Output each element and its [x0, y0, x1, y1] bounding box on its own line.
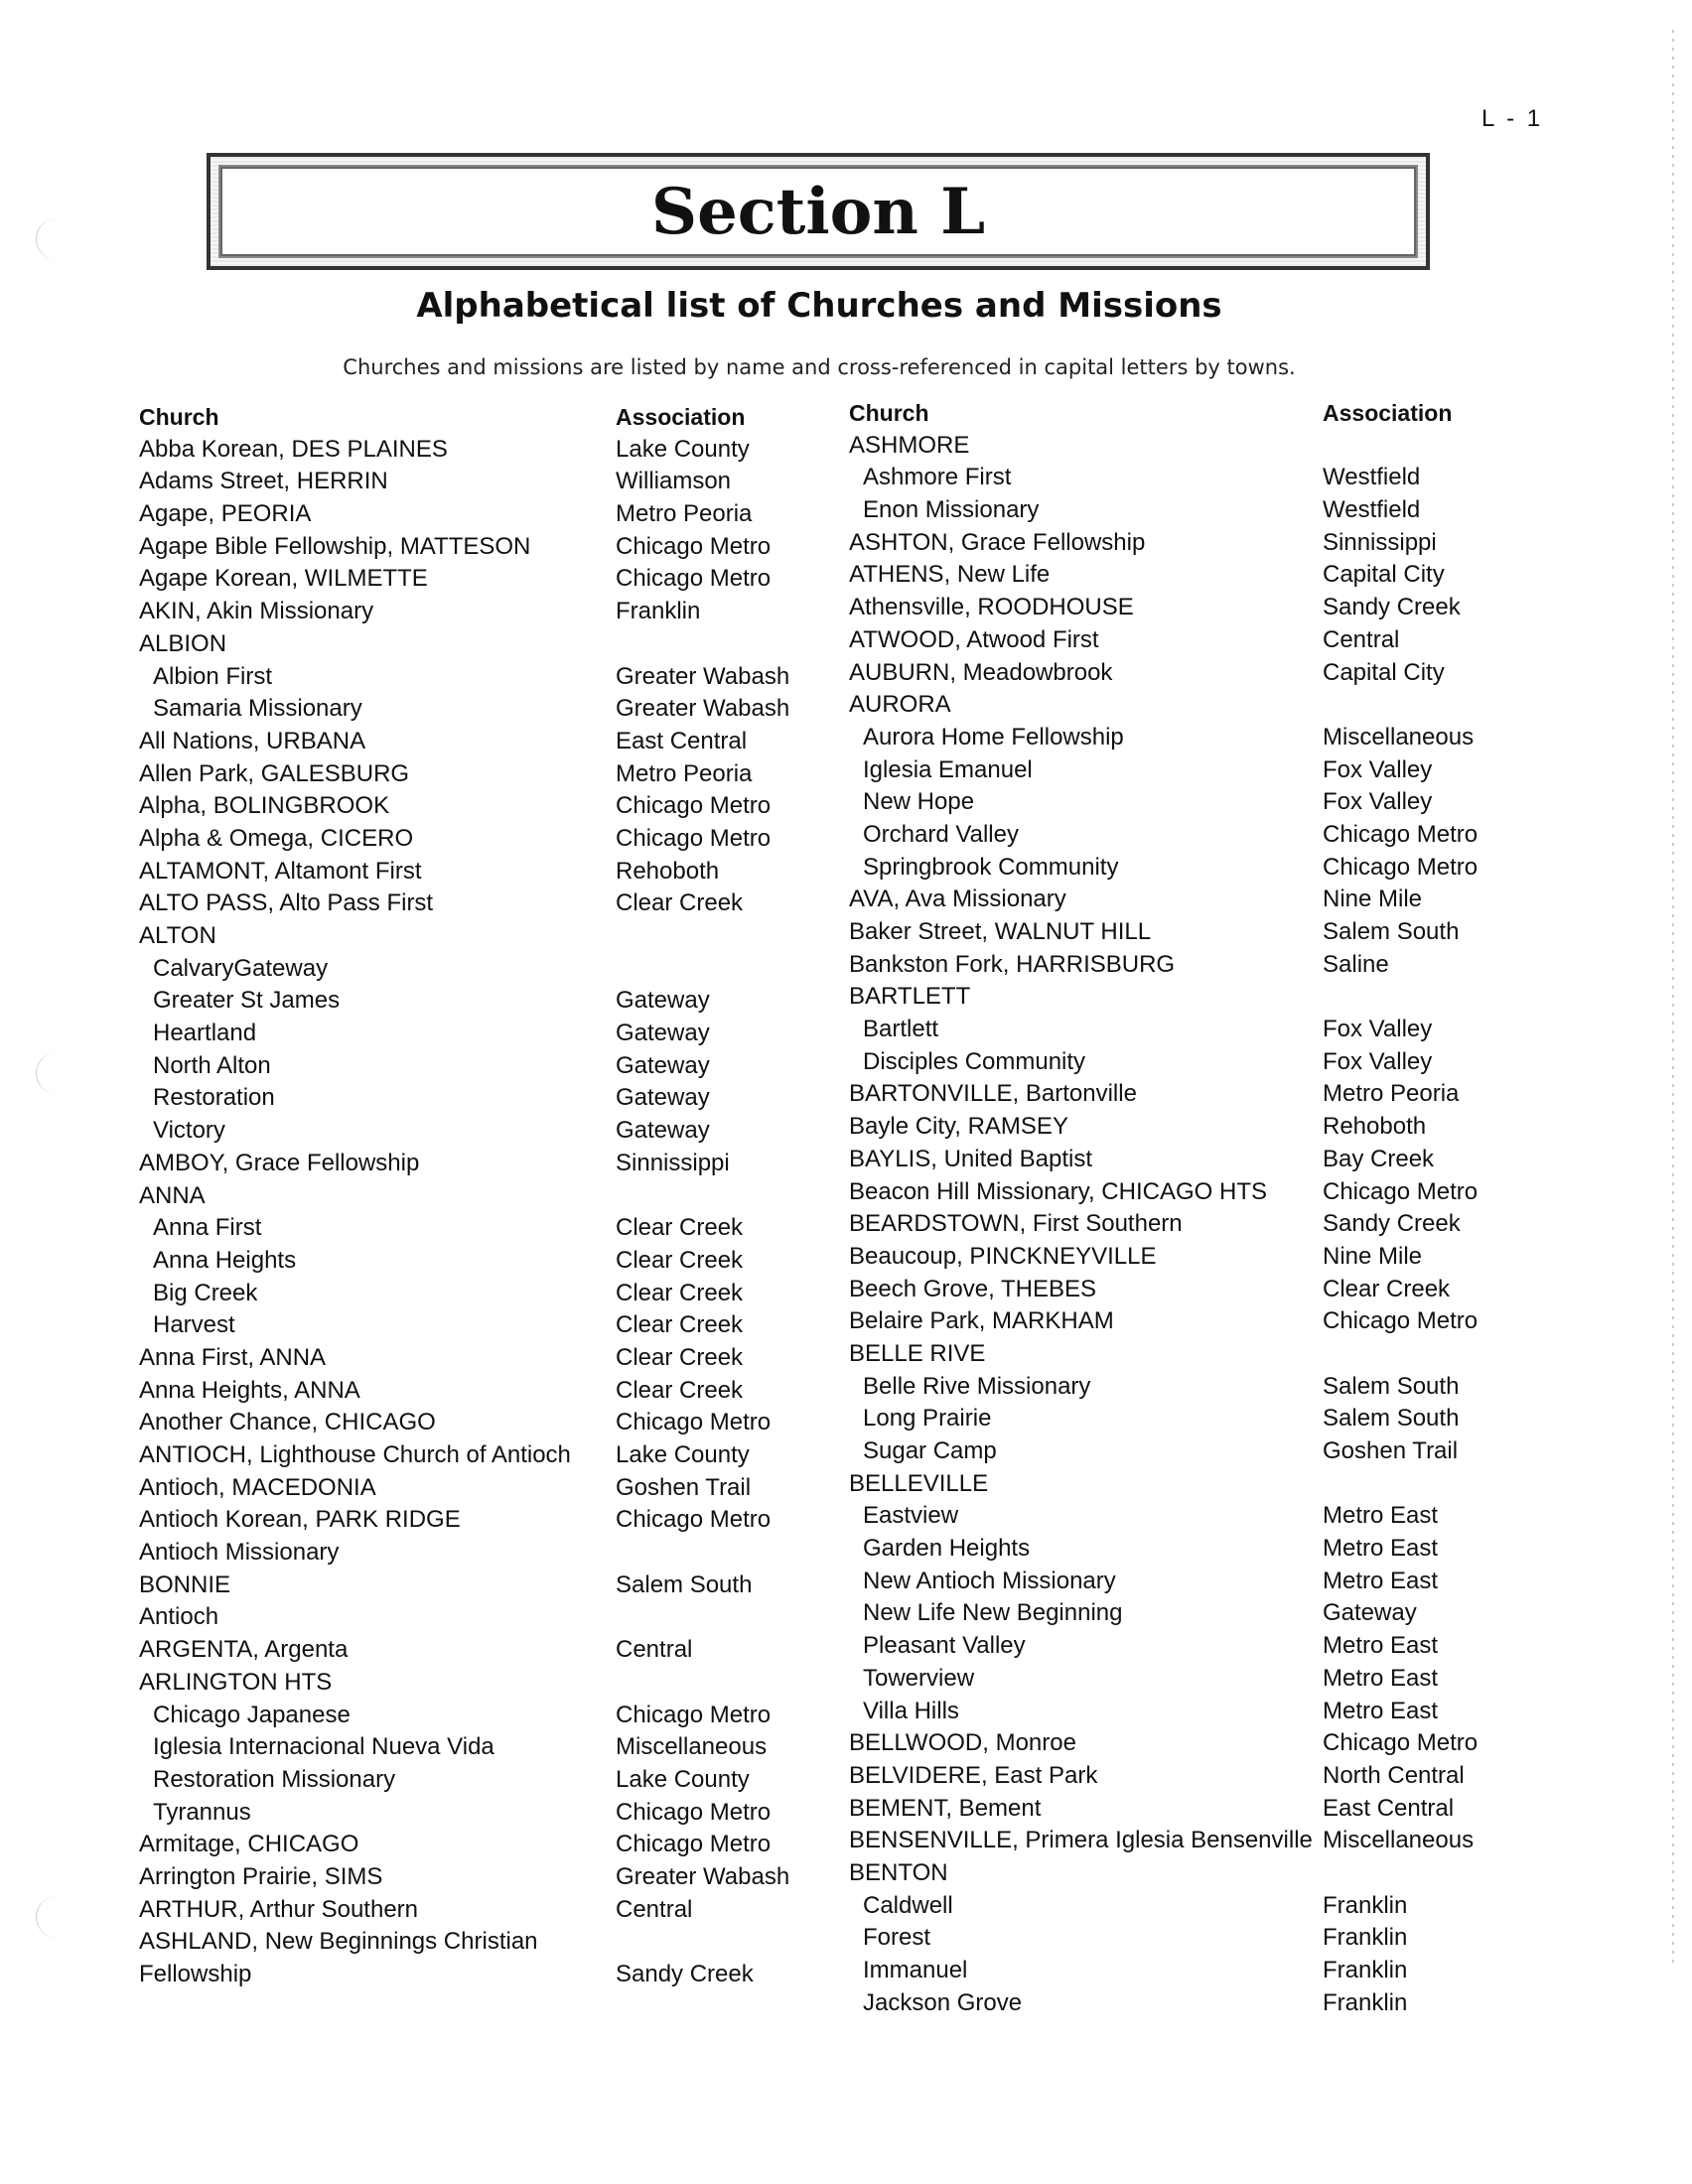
association-entry: Central — [616, 1895, 693, 1923]
church-entry: Beech Grove, THEBES — [849, 1275, 1096, 1302]
association-entry: Sinnissippi — [616, 1149, 730, 1176]
church-entry: Antioch Missionary — [139, 1539, 340, 1567]
section-title: Section L — [650, 174, 986, 249]
church-entry: BELLWOOD, Monroe — [849, 1729, 1076, 1757]
association-entry: Gateway — [616, 1117, 710, 1145]
section-title-box — [207, 153, 1430, 270]
page-subtitle: Alphabetical list of Churches and Missions — [416, 286, 1222, 326]
association-entry: Miscellaneous — [616, 1733, 768, 1761]
association-entry: Metro East — [1323, 1697, 1439, 1724]
church-entry: ALTO PASS, Alto Pass First — [139, 889, 434, 917]
church-entry: BARTONVILLE, Bartonville — [849, 1080, 1137, 1108]
church-entry: Disciples Community — [863, 1047, 1086, 1075]
association-entry — [616, 1180, 844, 1213]
association-entry: Franklin — [616, 598, 701, 625]
right-church-column — [849, 397, 1326, 2019]
church-entry: BONNIE — [139, 1570, 231, 1598]
church-entry: Beacon Hill Missionary, CHICAGO HTS — [849, 1177, 1267, 1205]
church-entry: AURORA — [849, 691, 951, 719]
association-entry — [616, 920, 844, 953]
church-entry: Anna First, ANNA — [139, 1343, 327, 1371]
association-entry — [1323, 430, 1581, 463]
page-number: L - 1 — [1481, 105, 1544, 132]
association-entry: Chicago Metro — [1323, 1177, 1479, 1205]
association-entry — [1323, 689, 1581, 722]
association-entry — [1323, 1468, 1581, 1501]
association-entry: Sinnissippi — [1323, 528, 1437, 556]
association-entry: Westfield — [1323, 496, 1421, 524]
church-entry: Athensville, ROODHOUSE — [849, 594, 1134, 621]
association-entry: Franklin — [1323, 1957, 1408, 1983]
church-entry: ANTIOCH, Lighthouse Church of Antioch — [139, 1441, 571, 1468]
association-entry: Chicago Metro — [616, 1409, 772, 1436]
association-entry: Gateway — [1323, 1599, 1417, 1627]
association-entry: Rehoboth — [616, 857, 720, 885]
church-entry: Armitage, CHICAGO — [139, 1831, 359, 1858]
association-entry: Franklin — [1323, 1988, 1408, 2016]
church-entry: Tyrannus — [153, 1798, 251, 1826]
church-entry: Agape Korean, WILMETTE — [139, 565, 428, 593]
association-entry: Chicago Metro — [616, 1798, 772, 1826]
association-entry: Sandy Creek — [1323, 594, 1461, 621]
association-entry: Fox Valley — [1323, 788, 1433, 816]
church-header: Church — [139, 404, 219, 430]
association-entry: Greater Wabash — [616, 662, 790, 690]
church-entry: Adams Street, HERRIN — [139, 468, 388, 495]
church-entry: AKIN, Akin Missionary — [139, 598, 374, 625]
association-entry: Metro East — [1323, 1535, 1439, 1563]
right-association-column — [1323, 397, 1581, 2019]
association-entry: Clear Creek — [616, 1376, 744, 1404]
association-entry — [1323, 1857, 1581, 1890]
church-entry: Orchard Valley — [863, 820, 1019, 848]
association-entry: Chicago Metro — [616, 1506, 772, 1534]
church-entry: AVA, Ava Missionary — [849, 886, 1066, 913]
association-entry: Capital City — [1323, 658, 1445, 686]
church-entry: Restoration — [153, 1084, 275, 1112]
association-entry: Fox Valley — [1323, 1016, 1433, 1043]
association-entry: Greater Wabash — [616, 1862, 790, 1890]
association-entry: Gateway — [616, 987, 710, 1015]
association-entry — [616, 1926, 844, 1959]
association-header: Association — [1323, 400, 1453, 426]
church-entry: Forest — [863, 1924, 931, 1952]
church-entry: Big Creek — [153, 1279, 258, 1306]
association-entry: Metro East — [1323, 1502, 1439, 1530]
church-entry: BAYLIS, United Baptist — [849, 1145, 1093, 1172]
association-entry: Bay Creek — [1323, 1145, 1435, 1172]
association-entry — [616, 953, 844, 986]
association-entry: Fox Valley — [1323, 755, 1433, 783]
church-entry: Aurora Home Fellowship — [863, 723, 1124, 751]
church-entry: Beaucoup, PINCKNEYVILLE — [849, 1242, 1157, 1270]
left-church-column — [139, 401, 616, 1991]
church-entry: Restoration Missionary — [153, 1765, 396, 1793]
church-entry: BELLE RIVE — [849, 1339, 986, 1367]
association-entry: Sandy Creek — [1323, 1210, 1461, 1238]
church-entry: Baker Street, WALNUT HILL — [849, 918, 1152, 945]
church-entry: Springbrook Community — [863, 853, 1119, 881]
association-entry: Miscellaneous — [1323, 723, 1475, 751]
church-entry: Enon Missionary — [863, 496, 1040, 524]
association-entry: Miscellaneous — [1323, 1827, 1475, 1854]
association-entry: Williamson — [616, 468, 732, 495]
association-entry: Gateway — [616, 1051, 710, 1079]
church-entry: New Hope — [863, 788, 975, 816]
church-entry: ALTON — [139, 922, 216, 949]
church-entry: Chicago Japanese — [153, 1701, 351, 1728]
association-entry: Chicago Metro — [616, 1701, 772, 1728]
association-entry: Metro East — [1323, 1632, 1439, 1660]
church-entry: ARGENTA, Argenta — [139, 1636, 349, 1664]
association-entry: Chicago Metro — [1323, 1307, 1479, 1335]
association-entry: Chicago Metro — [616, 824, 772, 852]
association-entry — [616, 1601, 844, 1634]
church-entry: Pleasant Valley — [863, 1632, 1026, 1660]
punch-hole — [36, 218, 78, 260]
church-entry: ARLINGTON HTS — [139, 1668, 333, 1696]
association-entry: Salem South — [616, 1570, 753, 1598]
church-entry: ARTHUR, Arthur Southern — [139, 1895, 419, 1923]
left-association-column — [616, 401, 844, 1991]
church-entry: BEMENT, Bement — [849, 1794, 1042, 1822]
church-entry: Antioch — [139, 1603, 219, 1631]
church-entry: ATHENS, New Life — [849, 561, 1051, 589]
church-entry: BENSENVILLE, Primera Iglesia Bensenville — [849, 1827, 1313, 1854]
association-entry: Chicago Metro — [616, 1831, 772, 1858]
punch-hole — [36, 1052, 78, 1094]
association-entry: Central — [616, 1636, 693, 1664]
church-entry: AUBURN, Meadowbrook — [849, 658, 1113, 686]
section-title-inner — [220, 167, 1416, 256]
church-entry: Iglesia Internacional Nueva Vida — [153, 1733, 494, 1761]
church-entry: Anna Heights, ANNA — [139, 1376, 360, 1404]
church-entry: CalvaryGateway — [153, 954, 329, 982]
association-entry: Central — [1323, 625, 1400, 653]
association-entry: East Central — [1323, 1794, 1455, 1822]
association-entry — [1323, 981, 1581, 1014]
association-entry: Salem South — [1323, 918, 1460, 945]
church-entry: Alpha, BOLINGBROOK — [139, 792, 390, 820]
association-entry: Lake County — [616, 1441, 750, 1468]
church-entry: Iglesia Emanuel — [863, 755, 1033, 783]
association-entry: Franklin — [1323, 1891, 1408, 1919]
association-entry: Fox Valley — [1323, 1047, 1433, 1075]
association-entry: Gateway — [616, 1084, 710, 1112]
church-entry: ASHTON, Grace Fellowship — [849, 528, 1146, 556]
church-entry: ANNA — [139, 1181, 206, 1209]
church-entry: ASHMORE — [849, 431, 970, 459]
association-entry: Chicago Metro — [616, 565, 772, 593]
church-header: Church — [849, 400, 929, 426]
church-entry: Abba Korean, DES PLAINES — [139, 435, 448, 463]
church-entry: Samaria Missionary — [153, 695, 362, 723]
church-entry: Alpha & Omega, CICERO — [139, 824, 414, 852]
church-entry: BELLEVILLE — [849, 1469, 989, 1497]
association-entry: Metro Peoria — [616, 500, 753, 528]
church-entry: Antioch, MACEDONIA — [139, 1473, 376, 1501]
church-entry: Immanuel — [863, 1957, 968, 1983]
church-entry: Heartland — [153, 1020, 257, 1047]
cross-reference-note: Churches and missions are listed by name and cross-referenced in capital letters by towns. — [343, 355, 1296, 379]
church-entry: Bankston Fork, HARRISBURG — [849, 950, 1176, 978]
association-entry: Chicago Metro — [616, 532, 772, 560]
church-entry: AMBOY, Grace Fellowship — [139, 1149, 420, 1176]
church-entry: Eastview — [863, 1502, 959, 1530]
church-entry: BENTON — [849, 1858, 948, 1886]
association-entry: Clear Creek — [616, 1214, 744, 1242]
association-entry: Nine Mile — [1323, 886, 1423, 913]
church-entry: Caldwell — [863, 1891, 953, 1919]
church-entry: Towerview — [863, 1664, 975, 1692]
church-entry: Fellowship — [139, 1961, 252, 1987]
church-entry: North Alton — [153, 1051, 271, 1079]
association-entry: Goshen Trail — [1323, 1437, 1459, 1464]
association-entry: North Central — [1323, 1761, 1465, 1789]
association-entry: Clear Creek — [616, 1279, 744, 1306]
punch-hole — [36, 1896, 78, 1938]
church-entry: Belaire Park, MARKHAM — [849, 1307, 1114, 1335]
association-entry: East Central — [616, 727, 748, 754]
church-entry: Harvest — [153, 1311, 235, 1339]
church-entry: ALBION — [139, 629, 227, 657]
association-entry: Metro East — [1323, 1664, 1439, 1692]
association-entry: Westfield — [1323, 464, 1421, 491]
association-entry: Capital City — [1323, 561, 1445, 589]
association-entry: Clear Creek — [616, 889, 744, 917]
association-entry — [616, 1667, 844, 1700]
church-entry: BEARDSTOWN, First Southern — [849, 1210, 1183, 1238]
association-entry: Salem South — [1323, 1372, 1460, 1400]
association-entry — [616, 628, 844, 661]
association-entry: Greater Wabash — [616, 695, 790, 723]
association-entry: Gateway — [616, 1020, 710, 1047]
church-entry: Garden Heights — [863, 1535, 1031, 1563]
association-entry: Chicago Metro — [1323, 1729, 1479, 1757]
church-entry: Allen Park, GALESBURG — [139, 759, 410, 787]
church-entry: Antioch Korean, PARK RIDGE — [139, 1506, 461, 1534]
church-entry: New Antioch Missionary — [863, 1567, 1116, 1594]
association-entry: Chicago Metro — [1323, 820, 1479, 848]
association-entry: Clear Creek — [616, 1246, 744, 1274]
association-entry: Salem South — [1323, 1405, 1460, 1433]
church-entry: Victory — [153, 1117, 225, 1145]
church-entry: Anna First — [153, 1214, 262, 1242]
church-entry: Arrington Prairie, SIMS — [139, 1862, 383, 1890]
association-entry: Chicago Metro — [1323, 853, 1479, 881]
church-entry: ATWOOD, Atwood First — [849, 625, 1099, 653]
association-entry: Goshen Trail — [616, 1473, 752, 1501]
association-entry: Metro Peoria — [616, 759, 753, 787]
church-entry: BARTLETT — [849, 983, 971, 1011]
church-entry: Ashmore First — [863, 464, 1012, 491]
association-entry: Clear Creek — [616, 1343, 744, 1371]
church-entry: Anna Heights — [153, 1246, 297, 1274]
association-entry: Saline — [1323, 950, 1389, 978]
church-entry: Agape, PEORIA — [139, 500, 312, 528]
association-entry — [616, 1537, 844, 1570]
association-entry: Nine Mile — [1323, 1242, 1423, 1270]
association-entry: Sandy Creek — [616, 1961, 754, 1987]
church-entry: Jackson Grove — [863, 1988, 1023, 2016]
church-entry: New Life New Beginning — [863, 1599, 1123, 1627]
association-entry — [1323, 1338, 1581, 1371]
church-entry: Agape Bible Fellowship, MATTESON — [139, 532, 531, 560]
association-entry: Chicago Metro — [616, 792, 772, 820]
church-entry: Greater St James — [153, 987, 341, 1015]
church-entry: Bayle City, RAMSEY — [849, 1113, 1068, 1141]
association-entry: Metro East — [1323, 1567, 1439, 1594]
church-entry: ASHLAND, New Beginnings Christian — [139, 1928, 538, 1956]
church-entry: Long Prairie — [863, 1405, 992, 1433]
association-entry: Clear Creek — [616, 1311, 744, 1339]
association-header: Association — [616, 404, 746, 430]
page-edge-mark — [1672, 30, 1674, 1966]
association-entry: Franklin — [1323, 1924, 1408, 1952]
association-entry: Metro Peoria — [1323, 1080, 1460, 1108]
church-entry: Villa Hills — [863, 1697, 959, 1724]
association-entry: Clear Creek — [1323, 1275, 1451, 1302]
church-entry: All Nations, URBANA — [139, 727, 366, 754]
church-entry: Another Chance, CHICAGO — [139, 1409, 436, 1436]
association-entry: Lake County — [616, 1765, 750, 1793]
church-entry: ALTAMONT, Altamont First — [139, 857, 422, 885]
church-entry: Bartlett — [863, 1016, 939, 1043]
church-entry: Albion First — [153, 662, 273, 690]
church-entry: Belle Rive Missionary — [863, 1372, 1091, 1400]
association-entry: Rehoboth — [1323, 1113, 1427, 1141]
association-entry: Lake County — [616, 435, 750, 463]
church-entry: BELVIDERE, East Park — [849, 1761, 1098, 1789]
church-entry: Sugar Camp — [863, 1437, 997, 1464]
